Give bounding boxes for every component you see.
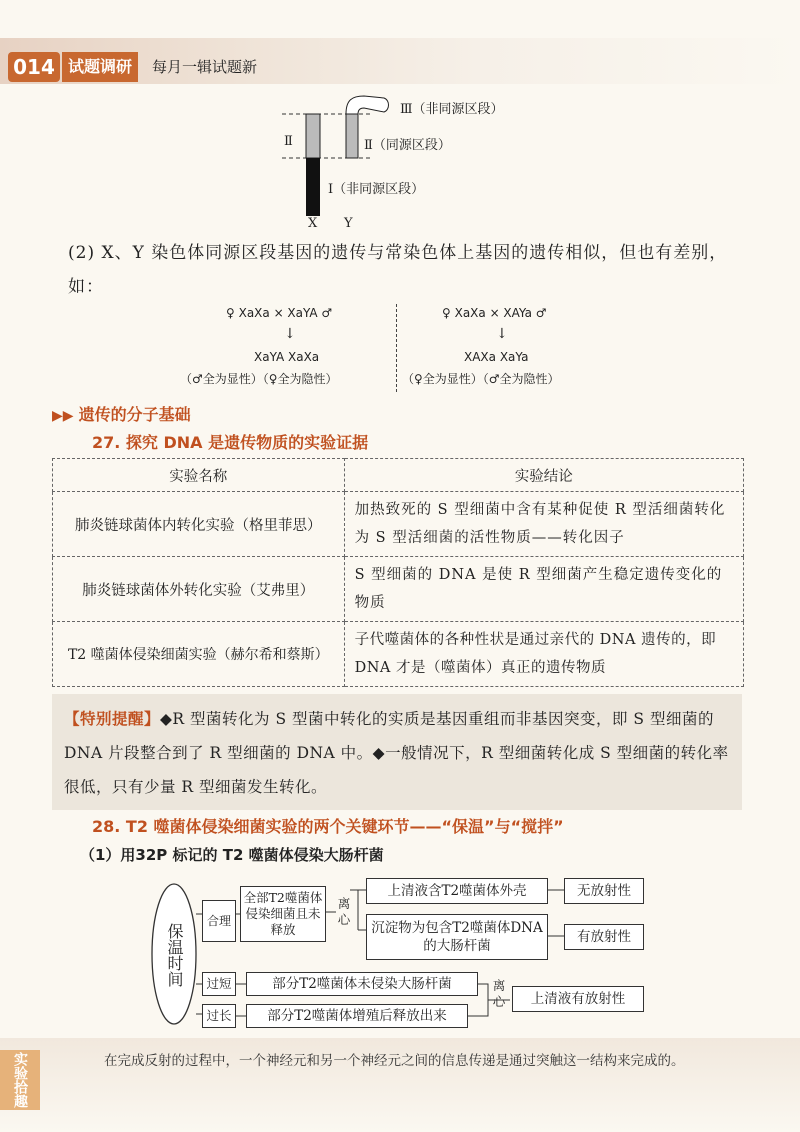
- table-row: [53, 622, 744, 687]
- left-arrow: ↓: [284, 326, 296, 342]
- y-homologous-segment: [346, 114, 358, 158]
- double-chevron-icon: ▶▶: [52, 408, 74, 424]
- special-note-title: 【特别提醒】: [64, 710, 161, 728]
- item28-title: 28. T2 噬菌体侵染细菌实验的两个关键环节——“保温”与“搅拌”: [92, 817, 564, 836]
- right-cross-parents: ♀ XaXa × XAYa ♂: [442, 306, 547, 320]
- tip-badge: 实验拾趣: [0, 1050, 40, 1110]
- item27-title: 27. 探究 DNA 是遗传物质的实验证据: [92, 433, 369, 452]
- chromosome-figure: [280, 92, 540, 232]
- table-row: [53, 492, 744, 557]
- section-heading: ▶▶ 遗传的分子基础: [52, 405, 191, 424]
- table-header-name: 实验名称: [53, 459, 345, 492]
- bottom-tip-text: 在完成反射的过程中，一个神经元和另一个神经元之间的信息传递是通过突触这一结构来完成的。: [104, 1053, 685, 1069]
- flow-too-long: 过长: [202, 1004, 236, 1028]
- flow-centrifuge-2: 离心: [492, 978, 506, 1009]
- left-cross-result: （♂全为显性）（♀全为隐性）: [180, 372, 338, 386]
- label-I: Ⅰ（非同源区段）: [328, 182, 425, 197]
- right-cross-result: （♀全为显性）（♂全为隐性）: [402, 372, 560, 386]
- table-header-conclusion: 实验结论: [344, 459, 743, 492]
- cross-diagrams: [170, 302, 630, 394]
- flow-centrifuge-1: 离心: [337, 896, 351, 927]
- flow-super-radio: 上清液有放射性: [512, 986, 644, 1012]
- x-nonhomologous-segment: [306, 158, 320, 216]
- table-cell: 子代噬菌体的各种性状是通过亲代的 DNA 遗传的，即 DNA 才是（噬菌体）真正的遗传物质: [344, 622, 743, 687]
- label-X: X: [308, 216, 318, 231]
- table-cell: 肺炎链球菌体外转化实验（艾弗里）: [53, 557, 345, 622]
- label-II-right: Ⅱ（同源区段）: [364, 138, 451, 153]
- table-cell: T2 噬菌体侵染细菌实验（赫尔希和蔡斯）: [53, 622, 345, 687]
- left-cross-offspring: XaYA XaXa: [254, 350, 320, 364]
- flow-no-radio: 无放射性: [564, 878, 644, 904]
- flow-has-radio: 有放射性: [564, 924, 644, 950]
- table-cell: 加热致死的 S 型细菌中含有某种促使 R 型活细菌转化为 S 型活细菌的活性物质——转化因子: [344, 492, 743, 557]
- flow-reasonable: 合理: [202, 900, 236, 942]
- left-cross-parents: ♀ XaXa × XaYA ♂: [226, 306, 333, 320]
- cross-divider: [396, 304, 397, 392]
- flow-supernatant: 上清液含T2噬菌体外壳: [366, 878, 548, 904]
- table-cell: S 型细菌的 DNA 是使 R 型细菌产生稳定遗传变化的物质: [344, 557, 743, 622]
- x-homologous-segment: [306, 114, 320, 158]
- right-arrow: ↓: [496, 326, 508, 342]
- experiment-table: [52, 458, 744, 687]
- flow-part-released: 部分T2噬菌体增殖后释放出来: [246, 1004, 468, 1028]
- special-note: [64, 702, 736, 804]
- table-cell: 肺炎链球菌体内转化实验（格里菲思）: [53, 492, 345, 557]
- flow-too-short: 过短: [202, 972, 236, 996]
- flow-root: 保温时间: [165, 923, 184, 987]
- y-nonhomologous-segment: [346, 96, 389, 114]
- paragraph-2: (2) X、Y 染色体同源区段基因的遗传与常染色体上基因的遗传相似，但也有差别，如：: [68, 243, 728, 297]
- bottom-tip-area: [0, 1038, 800, 1132]
- special-note-text: ◆R 型菌转化为 S 型菌中转化的实质是基因重组而非基因突变，即 S 型细菌的 DNA 片段整合到了 R 型细菌的 DNA 中。◆一般情况下，R 型细菌转化成 S 型细菌的转化率很低，只有少量 R 型细菌发生转化。: [64, 710, 729, 796]
- item28-subtitle: （1）用32P 标记的 T2 噬菌体侵染大肠杆菌: [80, 846, 384, 864]
- label-III: Ⅲ（非同源区段）: [400, 102, 504, 117]
- flow-diagram: [150, 870, 670, 1040]
- label-II-left: Ⅱ: [284, 134, 293, 149]
- flow-part-not-infect: 部分T2噬菌体未侵染大肠杆菌: [246, 972, 478, 996]
- header-subtitle: 每月一辑试题新: [152, 58, 258, 76]
- flow-sediment: 沉淀物为包含T2噬菌体DNA的大肠杆菌: [366, 914, 548, 960]
- special-note-box: [52, 694, 742, 810]
- right-cross-offspring: XAXa XaYa: [464, 350, 529, 364]
- page-number: 014: [8, 52, 60, 82]
- flow-all-phage: 全部T2噬菌体侵染细菌且未释放: [240, 886, 326, 942]
- page-header: [0, 38, 800, 86]
- label-Y: Y: [344, 216, 353, 231]
- table-header-row: [53, 459, 744, 492]
- section-label: 试题调研: [62, 52, 138, 82]
- table-row: [53, 557, 744, 622]
